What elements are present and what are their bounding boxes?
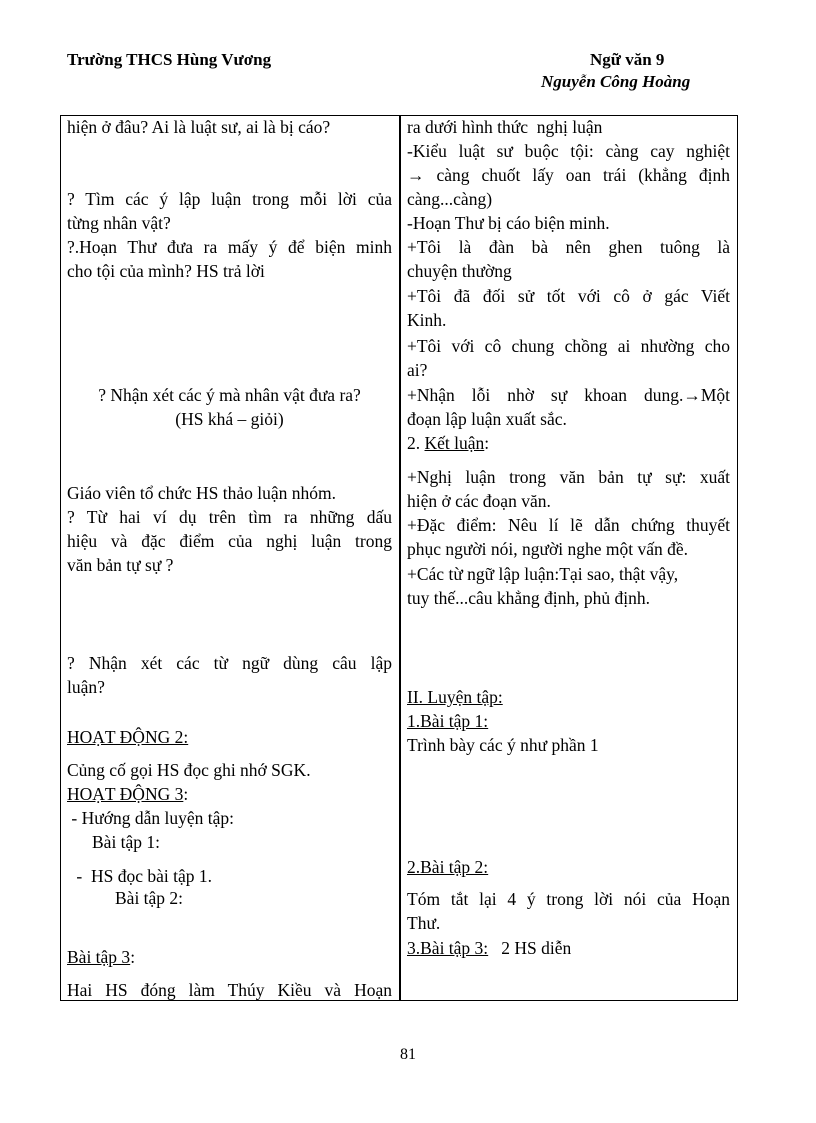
author: Nguyễn Công Hoàng bbox=[541, 72, 691, 91]
right-line: ai? bbox=[407, 360, 428, 380]
conclusion-heading bbox=[407, 432, 730, 454]
left-line: - Hướng dẫn luyện tập: bbox=[67, 808, 234, 828]
exercise-3-answer bbox=[407, 937, 730, 959]
right-line: Thư. bbox=[407, 913, 441, 933]
left-line: cho tội của mình? HS trả lời bbox=[67, 261, 265, 281]
left-line: Bài tập 1: bbox=[92, 832, 161, 852]
left-line: Hai HS đóng làm Thúy Kiều và Hoạn bbox=[67, 980, 392, 1000]
left-line: ?.Hoạn Thư đưa ra mấy ý để biện minh bbox=[67, 237, 392, 257]
section-number: 2. bbox=[407, 433, 425, 453]
school-name: Trường THCS Hùng Vương bbox=[67, 50, 272, 69]
left-line: luận? bbox=[67, 677, 105, 697]
exercise-2-label: 2.Bài tập 2: bbox=[407, 857, 489, 877]
left-line: từng nhân vật? bbox=[67, 213, 171, 233]
left-line: văn bản tự sự ? bbox=[67, 555, 174, 575]
page-number: 81 bbox=[400, 1046, 416, 1063]
exercise-1-label: 1.Bài tập 1: bbox=[407, 711, 489, 731]
right-line: +Tôi đã đối sử tốt với cô ở gác Viết bbox=[407, 286, 730, 306]
right-line: đoạn lập luận xuất sắc. bbox=[407, 409, 567, 429]
right-line: càng...càng) bbox=[407, 189, 493, 209]
left-line: - HS đọc bài tập 1. bbox=[72, 866, 212, 886]
practice-label: II. Luyện tập: bbox=[407, 687, 503, 707]
right-line: hiện ở các đoạn văn. bbox=[407, 491, 551, 511]
left-line: Bài tập 2: bbox=[115, 888, 184, 908]
activity-3-heading bbox=[67, 783, 392, 805]
exercise-1-heading bbox=[407, 710, 730, 732]
activity-3-label: HOẠT ĐỘNG 3 bbox=[67, 784, 184, 804]
right-line: +Các từ ngữ lập luận:Tại sao, thật vậy, bbox=[407, 564, 679, 584]
left-line: hiện ở đâu? Ai là luật sư, ai là bị cáo? bbox=[67, 117, 331, 137]
left-line: ? Nhận xét các từ ngữ dùng câu lập bbox=[67, 653, 392, 673]
colon: : bbox=[183, 784, 189, 804]
right-line: ra dưới hình thức nghị luận bbox=[407, 117, 603, 137]
right-line: +Tôi với cô chung chồng ai nhường cho bbox=[407, 336, 730, 356]
right-line: chuyện thường bbox=[407, 261, 512, 281]
right-line: Kinh. bbox=[407, 310, 447, 330]
subject: Ngữ văn 9 bbox=[590, 50, 665, 69]
right-line: phục người nói, người nghe một vấn đề. bbox=[407, 539, 688, 559]
exercise-3-answer-text: 2 HS diễn bbox=[488, 938, 572, 958]
left-line: ? Tìm các ý lập luận trong mỗi lời của bbox=[67, 189, 392, 209]
right-line: +Đặc điểm: Nêu lí lẽ dẫn chứng thuyết bbox=[407, 515, 730, 535]
exercise-2-heading bbox=[407, 856, 730, 878]
column-divider bbox=[399, 115, 401, 1001]
activity-2-heading bbox=[67, 726, 392, 748]
left-line: Giáo viên tổ chức HS thảo luận nhóm. bbox=[67, 483, 337, 503]
exercise-3-answer-label: 3.Bài tập 3: bbox=[407, 938, 489, 958]
right-line: +Nghị luận trong văn bản tự sự: xuất bbox=[407, 467, 730, 487]
colon: : bbox=[130, 947, 136, 967]
right-line: Trình bày các ý như phần 1 bbox=[407, 735, 599, 755]
exercise-3-label: Bài tập 3 bbox=[67, 947, 131, 967]
colon: : bbox=[484, 433, 490, 453]
left-line: hiệu và đặc điểm của nghị luận trong bbox=[67, 531, 392, 551]
right-line: → càng chuốt lấy oan trái (khẳng định bbox=[407, 165, 730, 185]
left-line: ? Nhận xét các ý mà nhân vật đưa ra? bbox=[98, 385, 361, 405]
left-line: Củng cố gọi HS đọc ghi nhớ SGK. bbox=[67, 760, 311, 780]
right-line: Tóm tắt lại 4 ý trong lời nói của Hoạn bbox=[407, 889, 730, 909]
practice-heading bbox=[407, 686, 730, 708]
right-line: -Kiểu luật sư buộc tội: càng cay nghiệt bbox=[407, 141, 730, 161]
conclusion-label: Kết luận bbox=[424, 433, 485, 453]
right-line: +Tôi là đàn bà nên ghen tuông là bbox=[407, 237, 730, 257]
right-line: +Nhận lỗi nhờ sự khoan dung.→Một bbox=[407, 385, 730, 405]
right-line: -Hoạn Thư bị cáo biện minh. bbox=[407, 213, 610, 233]
exercise-3-heading bbox=[67, 946, 392, 968]
activity-2-label: HOẠT ĐỘNG 2: bbox=[67, 727, 189, 747]
left-line: ? Từ hai ví dụ trên tìm ra những dấu bbox=[67, 507, 392, 527]
right-line: tuy thế...câu khẳng định, phủ định. bbox=[407, 588, 651, 608]
left-line: (HS khá – giỏi) bbox=[175, 409, 284, 429]
